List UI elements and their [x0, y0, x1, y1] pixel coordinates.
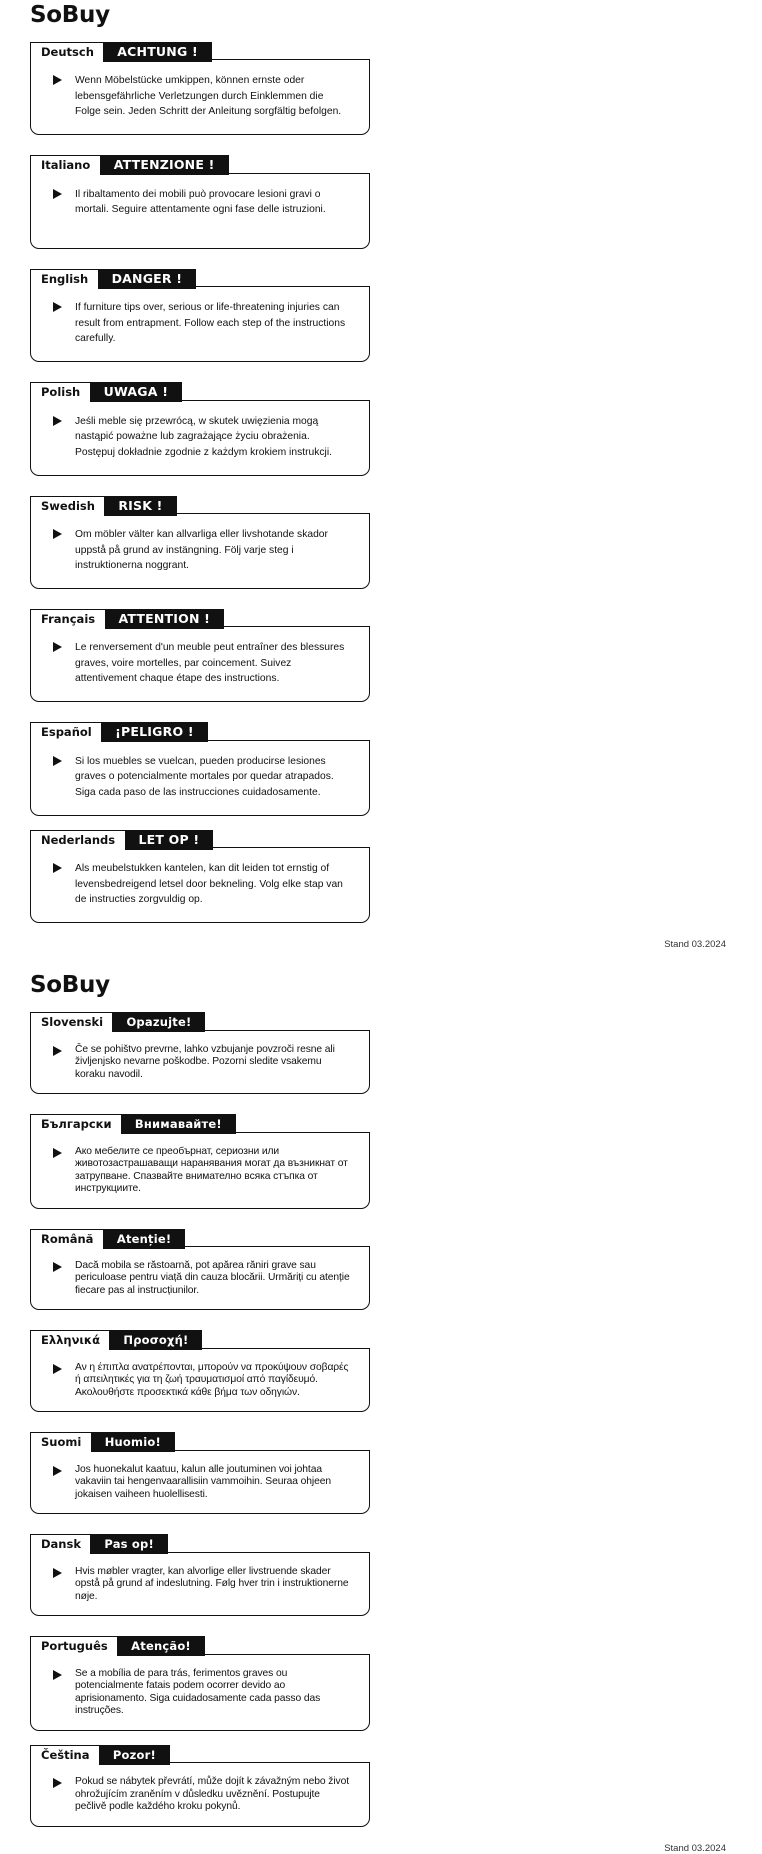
warning-card-polish — [30, 382, 370, 475]
card-header — [30, 496, 370, 515]
card-header — [30, 1432, 370, 1451]
warning-text: Om möbler välter kan allvarliga eller livshotande skador uppstå på grund av instängning. Följ varje steg i instruktionerna noggrant. — [75, 529, 328, 572]
card-body — [30, 740, 370, 816]
card-body — [30, 1450, 370, 1515]
page-divider-space — [0, 950, 762, 968]
card-body — [30, 286, 370, 362]
warning-badge: ATTENZIONE ! — [100, 155, 229, 175]
warning-card-swedish — [30, 496, 370, 589]
warning-card-cestina — [30, 1745, 370, 1827]
card-body — [30, 626, 370, 702]
warning-text: Ако мебелите се преобърнат, сериозни или животозастрашаващи наранявания могат да възникнат от затрупване. Спазвайте внимателно всяка стъпка от инструкциите. — [75, 1145, 348, 1195]
warning-card-nederlands — [30, 830, 370, 923]
warning-text: Jos huonekalut kaatuu, kalun alle joutuminen voi johtaa vakaviin tai hengenvaarallisiin vammoihin. Seuraa ohjeen jokaisen vaiheen huolellisesti. — [75, 1463, 331, 1500]
card-header — [30, 1114, 370, 1133]
stand-date-top: Stand 03.2024 — [664, 939, 726, 951]
card-body — [30, 1132, 370, 1209]
card-body — [30, 1246, 370, 1311]
warning-card-bulgarian — [30, 1114, 370, 1208]
card-header — [30, 1745, 370, 1764]
language-label: Swedish — [30, 496, 106, 516]
language-label: Български — [30, 1114, 123, 1134]
warning-text: Če se pohištvo prevrne, lahko vzbujanje povzroči resne ali življenjsko nevarne poškodbe. Pozorni sledite vsakemu koraku navodil. — [75, 1043, 335, 1080]
warning-text: Dacă mobila se răstoarnă, pot apărea răniri grave sau periculoase pentru viață din cauza blocării. Urmăriți cu atenție fiecare pas al instrucțiunilor. — [75, 1259, 350, 1296]
warning-text: Hvis møbler vragter, kan alvorlige eller livstruende skader opstå på grund af indeslutning. Følg hver trin i instruktionerne nøje. — [75, 1565, 349, 1602]
bullet-triangle-icon — [53, 302, 62, 312]
bullet-triangle-icon — [53, 1568, 62, 1578]
card-header — [30, 1534, 370, 1553]
card-header — [30, 830, 370, 849]
bullet-triangle-icon — [53, 1262, 62, 1272]
language-label: Nederlands — [30, 830, 126, 850]
language-label: Dansk — [30, 1534, 92, 1554]
warning-text: If furniture tips over, serious or life-threatening injuries can result from entrapment. Follow each step of the instructions carefully. — [75, 302, 346, 345]
warning-card-romana — [30, 1229, 370, 1311]
bullet-triangle-icon — [53, 642, 62, 652]
warning-card-slovenski — [30, 1012, 370, 1094]
warning-text: Le renversement d'un meuble peut entraîner des blessures graves, voire mortelles, par coincement. Suivez attentivement chaque étape des instructions. — [75, 642, 345, 685]
section-page-2 — [0, 968, 762, 1853]
warning-badge: Pas op! — [90, 1534, 168, 1554]
language-label: Polish — [30, 382, 91, 402]
language-label: Français — [30, 609, 106, 629]
card-header — [30, 155, 370, 174]
language-label: Suomi — [30, 1432, 92, 1452]
warning-text: Si los muebles se vuelcan, pueden producirse lesiones graves o potencialmente mortales por quedar atrapados. Siga cada paso de las instrucciones cuidadosamente. — [75, 755, 334, 798]
warning-text: Jeśli meble się przewrócą, w skutek uwięzienia mogą nastąpić poważne lub zagrażające życiu obrażenia. Postępuj dokładnie zgodnie z każdym krokiem instrukcji. — [75, 415, 332, 458]
language-label: Italiano — [30, 155, 101, 175]
bullet-triangle-icon — [53, 416, 62, 426]
warning-badge: DANGER ! — [98, 269, 197, 289]
card-header — [30, 609, 370, 628]
stand-date-bottom: Stand 03.2024 — [664, 1842, 726, 1854]
warning-card-grid-1 — [16, 42, 746, 937]
warning-badge: LET OP ! — [125, 830, 214, 850]
warning-badge: Atenție! — [103, 1229, 185, 1249]
warning-text: Il ribaltamento dei mobili può provocare lesioni gravi o mortali. Seguire attentamente ogni fase delle istruzioni. — [75, 188, 326, 216]
warning-card-italiano — [30, 155, 370, 248]
bullet-triangle-icon — [53, 1778, 62, 1788]
card-body — [30, 400, 370, 476]
card-body — [30, 1654, 370, 1731]
warning-card-espanol — [30, 722, 370, 815]
card-header — [30, 1636, 370, 1655]
warning-card-dansk — [30, 1534, 370, 1616]
warning-badge: ACHTUNG ! — [103, 42, 212, 62]
warning-badge: RISK ! — [104, 496, 176, 516]
warning-text: Wenn Möbelstücke umkippen, können ernste oder lebensgefährliche Verletzungen durch Einklemmen die Folge sein. Jeden Schritt der Anleitung sorgfältig befolgen. — [75, 75, 342, 118]
warning-text: Αν η έπιπλα ανατρέπονται, μπορούν να προκύψουν σοβαρές ή απειλητικές για τη ζωή τραυματισμοί από παγίδευμό. Ακολουθήστε προσεκτικά κάθε βήμα των οδηγιών. — [75, 1361, 349, 1398]
bullet-triangle-icon — [53, 1364, 62, 1374]
warning-card-portugues — [30, 1636, 370, 1730]
brand-logo-bottom: SoBuy — [30, 972, 110, 999]
language-label: Deutsch — [30, 42, 105, 62]
card-body — [30, 1552, 370, 1617]
warning-card-grid-2 — [16, 1012, 746, 1840]
warning-card-english — [30, 269, 370, 362]
bullet-triangle-icon — [53, 529, 62, 539]
card-header — [30, 1330, 370, 1349]
card-body — [30, 1348, 370, 1413]
warning-text: Se a mobília de para trás, ferimentos graves ou potencialmente fatais podem ocorrer devido ao aprisionamento. Siga cuidadosamente cada passo das instruções. — [75, 1667, 321, 1717]
language-label: Română — [30, 1229, 104, 1249]
card-body — [30, 1030, 370, 1095]
warning-badge: ¡PELIGRO ! — [101, 722, 208, 742]
card-body — [30, 173, 370, 249]
bullet-triangle-icon — [53, 189, 62, 199]
bullet-triangle-icon — [53, 1148, 62, 1158]
card-body — [30, 1762, 370, 1827]
card-header — [30, 382, 370, 401]
bullet-triangle-icon — [53, 756, 62, 766]
warning-badge: Внимавайте! — [121, 1114, 236, 1134]
warning-text: Pokud se nábytek převrátí, může dojít k závažným nebo život ohrožujícím zraněním v důsledku uvěznění. Postupujte pečlivě podle každého kroku pokynů. — [75, 1776, 349, 1812]
warning-badge: Atenção! — [117, 1636, 205, 1656]
language-label: Ελληνικά — [30, 1330, 111, 1350]
language-label: Español — [30, 722, 103, 742]
bullet-triangle-icon — [53, 863, 62, 873]
warning-card-ellinika — [30, 1330, 370, 1412]
card-header — [30, 269, 370, 288]
card-body — [30, 59, 370, 135]
warning-badge: UWAGA ! — [90, 382, 182, 402]
card-header — [30, 1229, 370, 1248]
warning-badge: Προσοχή! — [109, 1330, 202, 1350]
card-header — [30, 722, 370, 741]
brand-logo-top: SoBuy — [30, 2, 110, 28]
card-body — [30, 847, 370, 923]
card-body — [30, 513, 370, 589]
bullet-triangle-icon — [53, 1466, 62, 1476]
bullet-triangle-icon — [53, 1670, 62, 1680]
card-header — [30, 1012, 370, 1031]
warning-badge: ATTENTION ! — [105, 609, 225, 629]
warning-card-deutsch — [30, 42, 370, 135]
language-label: Português — [30, 1636, 119, 1656]
warning-card-francais — [30, 609, 370, 702]
bullet-triangle-icon — [53, 1046, 62, 1056]
warning-card-suomi — [30, 1432, 370, 1514]
language-label: Slovenski — [30, 1012, 114, 1032]
language-label: English — [30, 269, 99, 289]
bullet-triangle-icon — [53, 75, 62, 85]
warning-badge: Pozor! — [99, 1745, 170, 1765]
card-header — [30, 42, 370, 61]
warning-badge: Opazujte! — [112, 1012, 205, 1032]
warning-badge: Huomio! — [91, 1432, 175, 1452]
warning-text: Als meubelstukken kantelen, kan dit leiden tot ernstig of levensbedreigend letsel door bekneling. Volg elke stap van de instructies zorgvuldig op. — [75, 863, 343, 906]
language-label: Čeština — [30, 1745, 100, 1765]
